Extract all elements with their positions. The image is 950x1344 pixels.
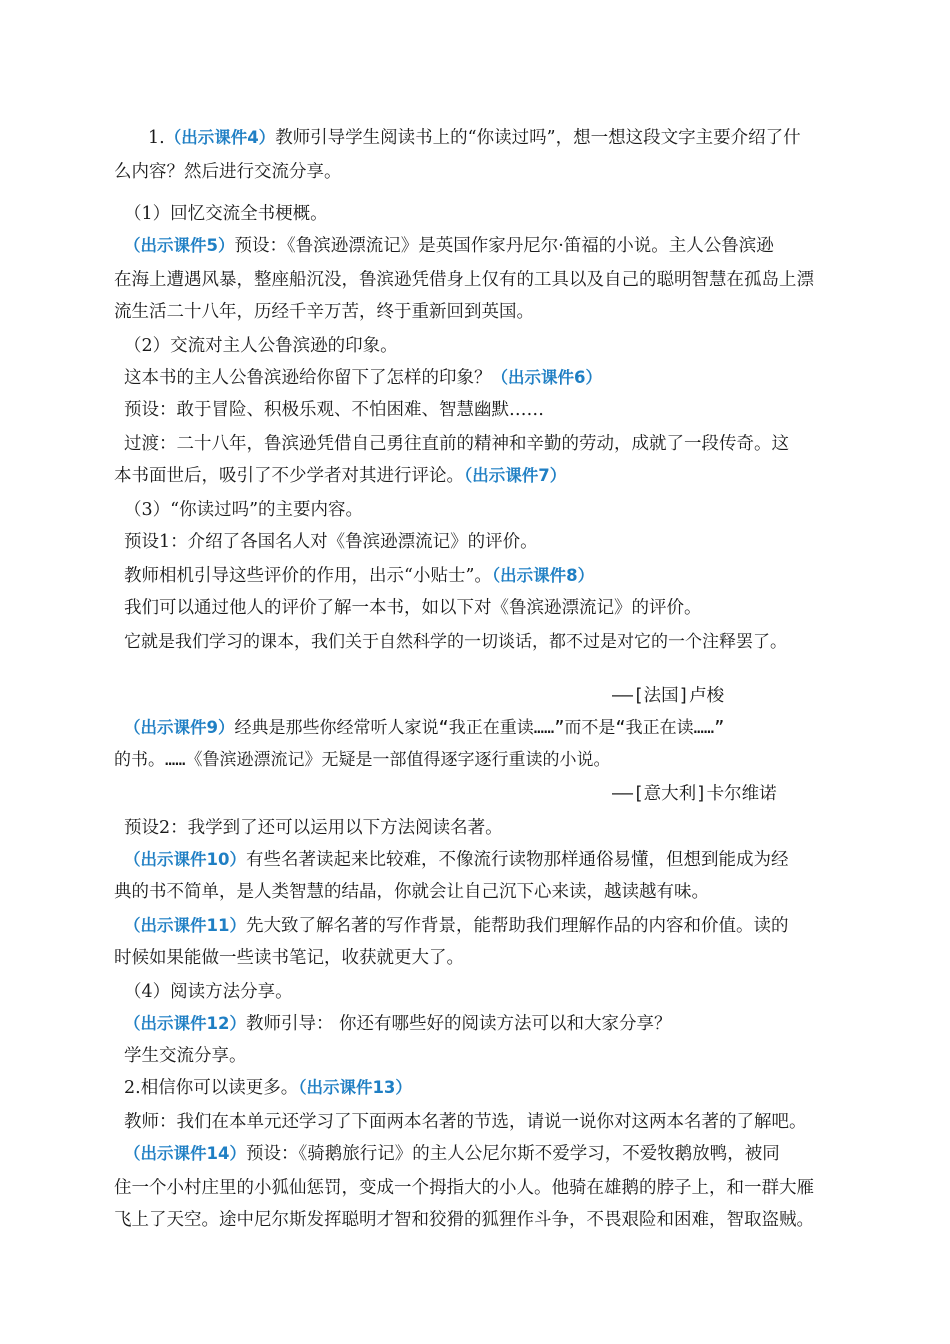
- paragraph-line: [124, 1110, 807, 1134]
- paragraph-line: [124, 564, 594, 588]
- paragraph-line: [124, 848, 788, 872]
- item-number: 1.: [148, 128, 165, 148]
- paragraph-line: [114, 160, 342, 184]
- quote-text: 经典是那些你经常听人家说“我正在重读……”而不是“我正在读……”: [234, 718, 725, 738]
- line-text: （1）回忆交流全书梗概。: [124, 204, 328, 224]
- line-text: 学生交流分享。: [124, 1046, 247, 1066]
- line-text: 飞上了天空。途中尼尔斯发挥聪明才智和狡猾的狐狸作斗争，不畏艰险和困难，智取盗贼。: [114, 1210, 814, 1230]
- quote-attribution: [612, 684, 724, 708]
- paragraph-line: [114, 880, 709, 904]
- paragraph-line: [114, 268, 814, 292]
- paragraph-line: [124, 334, 398, 358]
- attribution-text: ——[意大利]卡尔维诺: [612, 784, 777, 804]
- paragraph-line: [114, 1176, 814, 1200]
- line-text: （3）“你读过吗”的主要内容。: [124, 500, 364, 520]
- courseware-label: （出示课件13）: [298, 1078, 412, 1097]
- line-text: 么内容？然后进行交流分享。: [114, 162, 342, 182]
- line-text: 先大致了解名著的写作背景，能帮助我们理解作品的内容和价值。读的: [245, 916, 789, 936]
- line-text: 在海上遭遇风暴，整座船沉没，鲁滨逊凭借身上仅有的工具以及自己的聪明智慧在孤岛上漂: [114, 270, 814, 290]
- line-text: 预设：《骑鹅旅行记》的主人公尼尔斯不爱学习，不爱牧鹅放鸭，被同: [245, 1144, 780, 1164]
- paragraph-line: [124, 398, 544, 422]
- quote-line: [124, 630, 787, 654]
- paragraph-line: [124, 432, 789, 456]
- line-text: 时候如果能做一些读书笔记，收获就更大了。: [114, 948, 464, 968]
- line-text: （2）交流对主人公鲁滨逊的印象。: [124, 336, 398, 356]
- courseware-label: （出示课件10）: [124, 850, 246, 869]
- line-text: 有些名著读起来比较难，不像流行读物那样通俗易懂，但想到能成为经: [245, 850, 789, 870]
- quote-line: [124, 716, 724, 740]
- line-text: 预设2：我学到了还可以运用以下方法阅读名著。: [124, 818, 503, 838]
- paragraph-line: [124, 1142, 780, 1166]
- courseware-label: （出示课件8）: [491, 566, 595, 585]
- courseware-label: （出示课件14）: [124, 1144, 246, 1163]
- line-text: 住一个小村庄里的小狐仙惩罚，变成一个拇指大的小人。他骑在雄鹅的脖子上，和一群大雁: [114, 1178, 814, 1198]
- paragraph-line: [124, 980, 293, 1004]
- courseware-label: （出示课件11）: [124, 916, 246, 935]
- line-text: 2.相信你可以读更多。: [124, 1078, 299, 1098]
- paragraph-line: [124, 202, 328, 226]
- paragraph-line: [124, 1044, 247, 1068]
- line-text: 预设：《鲁滨逊漂流记》是英国作家丹尼尔·笛福的小说。主人公鲁滨逊: [234, 236, 774, 256]
- quote-text: 的书。……《鲁滨逊漂流记》无疑是一部值得逐字逐行重读的小说。: [114, 750, 611, 770]
- paragraph-line: [124, 366, 602, 390]
- line-text: 过渡：二十八年，鲁滨逊凭借自己勇往直前的精神和辛勤的劳动，成就了一段传奇。这: [124, 434, 789, 454]
- quote-attribution: [612, 782, 777, 806]
- line-text: 教师引导： 你还有哪些好的阅读方法可以和大家分享？: [245, 1014, 672, 1034]
- paragraph-line: [124, 816, 503, 840]
- line-text: 这本书的主人公鲁滨逊给你留下了怎样的印象？: [124, 368, 492, 388]
- line-text: （4）阅读方法分享。: [124, 982, 293, 1002]
- paragraph-line: [114, 464, 566, 488]
- attribution-text: ——[法国]卢梭: [612, 686, 725, 706]
- paragraph-line: [124, 596, 702, 620]
- paragraph-line: [148, 126, 801, 150]
- paragraph-line: [114, 300, 534, 324]
- paragraph-line: [124, 1012, 672, 1036]
- paragraph-line: [124, 498, 363, 522]
- paragraph-line: [114, 1208, 814, 1232]
- line-text: 本书面世后，吸引了不少学者对其进行评论。: [114, 466, 464, 486]
- line-text: 典的书不简单，是人类智慧的结晶，你就会让自己沉下心来读，越读越有味。: [114, 882, 709, 902]
- line-text: 教师：我们在本单元还学习了下面两本名著的节选，请说一说你对这两本名著的了解吧。: [124, 1112, 807, 1132]
- quote-line: [114, 748, 610, 772]
- courseware-label: （出示课件12）: [124, 1014, 246, 1033]
- paragraph-line: [124, 530, 538, 554]
- quote-text: 它就是我们学习的课本，我们关于自然科学的一切谈话，都不过是对它的一个注释罢了。: [124, 632, 787, 652]
- line-text: 流生活二十八年，历经千辛万苦，终于重新回到英国。: [114, 302, 534, 322]
- courseware-label: （出示课件5）: [124, 236, 235, 255]
- courseware-label: （出示课件9）: [124, 718, 235, 737]
- line-text: 预设1：介绍了各国名人对《鲁滨逊漂流记》的评价。: [124, 532, 538, 552]
- line-text: 预设：敢于冒险、积极乐观、不怕困难、智慧幽默……: [124, 400, 544, 420]
- paragraph-line: [124, 1076, 412, 1100]
- paragraph-line: [124, 234, 774, 258]
- line-text: 教师相机引导这些评价的作用，出示“小贴士”。: [124, 566, 492, 586]
- line-text: 我们可以通过他人的评价了解一本书，如以下对《鲁滨逊漂流记》的评价。: [124, 598, 702, 618]
- paragraph-line: [114, 946, 464, 970]
- line-text: 教师引导学生阅读书上的“你读过吗”，想一想这段文字主要介绍了什: [275, 128, 801, 148]
- courseware-label: （出示课件6）: [491, 368, 602, 387]
- paragraph-line: [124, 914, 788, 938]
- courseware-label: （出示课件7）: [464, 466, 567, 485]
- courseware-label: （出示课件4）: [164, 128, 276, 147]
